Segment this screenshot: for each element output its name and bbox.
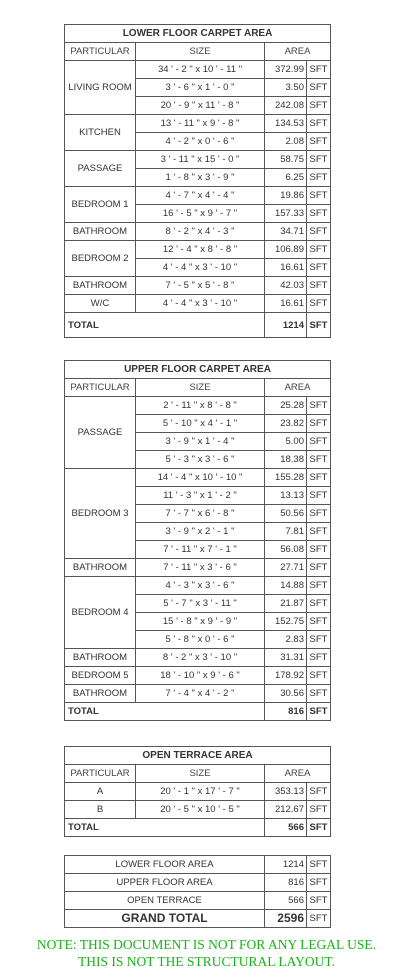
size-cell: 5 ' - 3 " x 3 ' - 6 " [136, 451, 265, 469]
size-cell: 20 ' - 1 " x 17 ' - 7 " [136, 783, 265, 801]
size-cell: 8 ' - 2 " x 4 ' - 3 " [136, 223, 265, 241]
area-cell: 16.61 [265, 295, 307, 313]
area-cell: 25.28 [265, 397, 307, 415]
size-cell: 8 ' - 2 " x 3 ' - 10 " [136, 649, 265, 667]
total-unit: SFT [307, 313, 331, 338]
unit-cell: SFT [307, 187, 331, 205]
table-row [65, 115, 331, 133]
particular-cell: KITCHEN [65, 115, 136, 151]
structural-note: THIS IS NOT THE STRUCTURAL LAYOUT. [77, 954, 335, 969]
total-row [65, 703, 331, 721]
table-row [65, 187, 331, 205]
size-cell: 1 ' - 8 " x 3 ' - 9 " [136, 169, 265, 187]
unit-cell: SFT [307, 469, 331, 487]
size-cell: 11 ' - 3 " x 1 ' - 2 " [136, 487, 265, 505]
unit-cell: SFT [307, 541, 331, 559]
area-cell: 13.13 [265, 487, 307, 505]
unit-cell: SFT [307, 801, 331, 819]
summary-table [64, 855, 331, 928]
area-cell: 14.88 [265, 577, 307, 595]
size-cell: 7 ' - 11 " x 7 ' - 1 " [136, 541, 265, 559]
size-cell: 3 ' - 6 " x 1 ' - 0 " [136, 79, 265, 97]
table-row [65, 277, 331, 295]
unit-cell: SFT [307, 505, 331, 523]
unit-cell: SFT [307, 649, 331, 667]
size-cell: 7 ' - 7 " x 6 ' - 8 " [136, 505, 265, 523]
size-cell: 5 ' - 10 " x 4 ' - 1 " [136, 415, 265, 433]
unit-cell: SFT [307, 61, 331, 79]
unit-cell: SFT [307, 523, 331, 541]
table-row [65, 685, 331, 703]
area-cell: 372.99 [265, 61, 307, 79]
area-cell: 18.38 [265, 451, 307, 469]
area-cell: 5.00 [265, 433, 307, 451]
summary-row [65, 892, 331, 910]
area-cell: 21.87 [265, 595, 307, 613]
size-cell: 15 ' - 8 " x 9 ' - 9 " [136, 613, 265, 631]
size-cell: 3 ' - 11 " x 15 ' - 0 " [136, 151, 265, 169]
area-cell: 30.56 [265, 685, 307, 703]
particular-cell: W/C [65, 295, 136, 313]
particular-cell: BEDROOM 4 [65, 577, 136, 649]
unit-cell: SFT [307, 577, 331, 595]
size-cell: 7 ' - 4 " x 4 ' - 2 " [136, 685, 265, 703]
area-cell: 157.33 [265, 205, 307, 223]
unit-cell: SFT [307, 205, 331, 223]
particular-cell: BEDROOM 1 [65, 187, 136, 223]
size-cell: 4 ' - 7 " x 4 ' - 4 " [136, 187, 265, 205]
unit-cell: SFT [307, 169, 331, 187]
unit-cell: SFT [307, 667, 331, 685]
unit-cell: SFT [307, 223, 331, 241]
total-row [65, 819, 331, 837]
summary-row [65, 874, 331, 892]
size-cell: 18 ' - 10 " x 9 ' - 6 " [136, 667, 265, 685]
area-cell: 56.08 [265, 541, 307, 559]
table-row [65, 61, 331, 79]
unit-cell: SFT [307, 241, 331, 259]
summary-label: LOWER FLOOR AREA [65, 856, 265, 874]
table-row [65, 469, 331, 487]
area-cell: 27.71 [265, 559, 307, 577]
legal-note: NOTE: THIS DOCUMENT IS NOT FOR ANY LEGAL USE. [36, 937, 377, 952]
area-cell: 134.53 [265, 115, 307, 133]
size-cell: 3 ' - 9 " x 2 ' - 1 " [136, 523, 265, 541]
size-cell: 13 ' - 11 " x 9 ' - 8 " [136, 115, 265, 133]
header-particular: PARTICULAR [65, 43, 136, 61]
table-row [65, 649, 331, 667]
summary-unit: SFT [307, 874, 331, 892]
total-unit: SFT [307, 819, 331, 837]
particular-cell: BATHROOM [65, 277, 136, 295]
table-row [65, 295, 331, 313]
summary-value: 1214 [265, 856, 307, 874]
grand-total-unit: SFT [307, 910, 331, 928]
particular-cell: PASSAGE [65, 151, 136, 187]
table-row [65, 397, 331, 415]
open-terrace-table [64, 746, 331, 837]
size-cell: 2 ' - 11 " x 8 ' - 8 " [136, 397, 265, 415]
summary-value: 566 [265, 892, 307, 910]
total-label: TOTAL [65, 313, 265, 338]
summary-unit: SFT [307, 856, 331, 874]
unit-cell: SFT [307, 259, 331, 277]
particular-cell: LIVING ROOM [65, 61, 136, 115]
particular-cell: BEDROOM 3 [65, 469, 136, 559]
particular-cell: A [65, 783, 136, 801]
size-cell: 4 ' - 4 " x 3 ' - 10 " [136, 259, 265, 277]
size-cell: 4 ' - 2 " x 0 ' - 6 " [136, 133, 265, 151]
area-cell: 353.13 [265, 783, 307, 801]
summary-row [65, 856, 331, 874]
area-cell: 7.81 [265, 523, 307, 541]
header-particular: PARTICULAR [65, 765, 136, 783]
table-row [65, 577, 331, 595]
unit-cell: SFT [307, 487, 331, 505]
table-row [65, 559, 331, 577]
size-cell: 34 ' - 2 " x 10 ' - 11 " [136, 61, 265, 79]
total-unit: SFT [307, 703, 331, 721]
table-row [65, 241, 331, 259]
total-value: 566 [265, 819, 307, 837]
size-cell: 3 ' - 9 " x 1 ' - 4 " [136, 433, 265, 451]
total-row [65, 313, 331, 338]
header-area: AREA [265, 43, 331, 61]
total-value: 1214 [265, 313, 307, 338]
area-cell: 50.56 [265, 505, 307, 523]
size-cell: 5 ' - 7 " x 3 ' - 11 " [136, 595, 265, 613]
header-particular: PARTICULAR [65, 379, 136, 397]
size-cell: 20 ' - 9 " x 11 ' - 8 " [136, 97, 265, 115]
table-row [65, 783, 331, 801]
unit-cell: SFT [307, 433, 331, 451]
area-cell: 16.61 [265, 259, 307, 277]
area-cell: 34.71 [265, 223, 307, 241]
unit-cell: SFT [307, 451, 331, 469]
table-row [65, 667, 331, 685]
unit-cell: SFT [307, 133, 331, 151]
unit-cell: SFT [307, 115, 331, 133]
unit-cell: SFT [307, 613, 331, 631]
area-cell: 6.25 [265, 169, 307, 187]
size-cell: 4 ' - 4 " x 3 ' - 10 " [136, 295, 265, 313]
area-cell: 155.28 [265, 469, 307, 487]
particular-cell: BATHROOM [65, 685, 136, 703]
size-cell: 14 ' - 4 " x 10 ' - 10 " [136, 469, 265, 487]
table-title: OPEN TERRACE AREA [65, 747, 331, 765]
unit-cell: SFT [307, 295, 331, 313]
table-row [65, 223, 331, 241]
header-size: SIZE [136, 379, 265, 397]
size-cell: 20 ' - 5 " x 10 ' - 5 " [136, 801, 265, 819]
lower-floor-table [64, 24, 331, 338]
unit-cell: SFT [307, 151, 331, 169]
summary-value: 816 [265, 874, 307, 892]
area-cell: 19.86 [265, 187, 307, 205]
size-cell: 7 ' - 11 " x 3 ' - 6 " [136, 559, 265, 577]
particular-cell: BEDROOM 5 [65, 667, 136, 685]
particular-cell: PASSAGE [65, 397, 136, 469]
size-cell: 7 ' - 5 " x 5 ' - 8 " [136, 277, 265, 295]
particular-cell: BATHROOM [65, 223, 136, 241]
size-cell: 16 ' - 5 " x 9 ' - 7 " [136, 205, 265, 223]
summary-label: OPEN TERRACE [65, 892, 265, 910]
header-size: SIZE [136, 43, 265, 61]
unit-cell: SFT [307, 277, 331, 295]
total-label: TOTAL [65, 703, 265, 721]
unit-cell: SFT [307, 559, 331, 577]
unit-cell: SFT [307, 783, 331, 801]
size-cell: 12 ' - 4 " x 8 ' - 8 " [136, 241, 265, 259]
area-cell: 178.92 [265, 667, 307, 685]
particular-cell: BEDROOM 2 [65, 241, 136, 277]
area-cell: 3.50 [265, 79, 307, 97]
total-label: TOTAL [65, 819, 265, 837]
table-row [65, 801, 331, 819]
area-cell: 106.89 [265, 241, 307, 259]
area-cell: 242.08 [265, 97, 307, 115]
unit-cell: SFT [307, 397, 331, 415]
upper-floor-table [64, 360, 331, 721]
grand-total-row [65, 910, 331, 928]
unit-cell: SFT [307, 79, 331, 97]
area-cell: 58.75 [265, 151, 307, 169]
size-cell: 4 ' - 3 " x 3 ' - 6 " [136, 577, 265, 595]
unit-cell: SFT [307, 631, 331, 649]
summary-label: UPPER FLOOR AREA [65, 874, 265, 892]
particular-cell: B [65, 801, 136, 819]
table-row [65, 151, 331, 169]
unit-cell: SFT [307, 97, 331, 115]
unit-cell: SFT [307, 595, 331, 613]
table-title: LOWER FLOOR CARPET AREA [65, 25, 331, 43]
unit-cell: SFT [307, 415, 331, 433]
unit-cell: SFT [307, 685, 331, 703]
area-cell: 42.03 [265, 277, 307, 295]
area-cell: 2.08 [265, 133, 307, 151]
size-cell: 5 ' - 8 " x 0 ' - 6 " [136, 631, 265, 649]
header-size: SIZE [136, 765, 265, 783]
table-title: UPPER FLOOR CARPET AREA [65, 361, 331, 379]
area-cell: 31.31 [265, 649, 307, 667]
grand-total-value: 2596 [265, 910, 307, 928]
particular-cell: BATHROOM [65, 559, 136, 577]
area-cell: 212.67 [265, 801, 307, 819]
header-area: AREA [265, 379, 331, 397]
summary-unit: SFT [307, 892, 331, 910]
area-cell: 23.82 [265, 415, 307, 433]
total-value: 816 [265, 703, 307, 721]
area-cell: 152.75 [265, 613, 307, 631]
grand-total-label: GRAND TOTAL [65, 910, 265, 928]
area-cell: 2.83 [265, 631, 307, 649]
header-area: AREA [265, 765, 331, 783]
particular-cell: BATHROOM [65, 649, 136, 667]
